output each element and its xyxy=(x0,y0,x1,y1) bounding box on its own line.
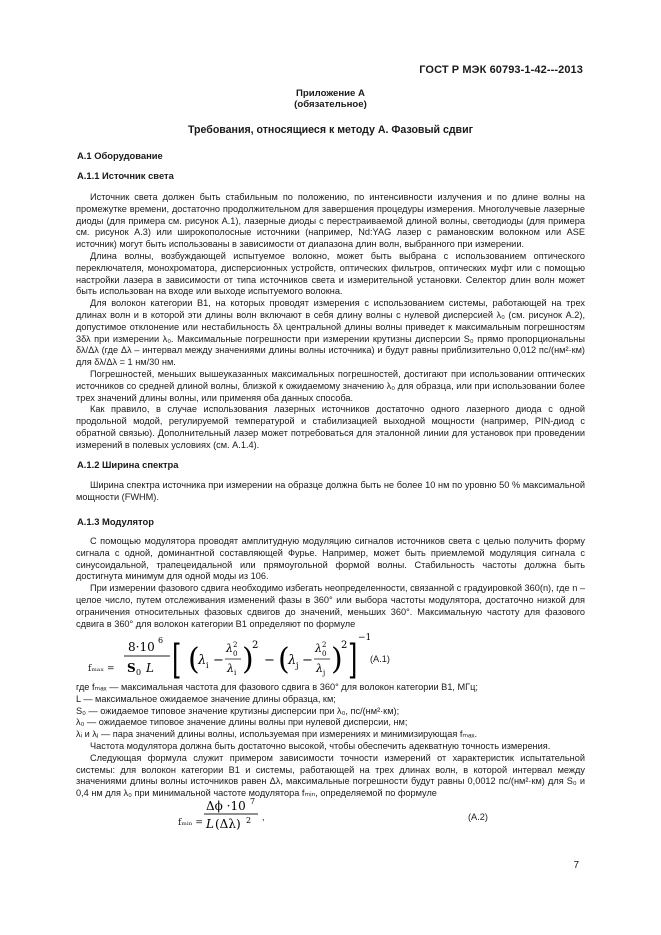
standard-header: ГОСТ Р МЭК 60793-1-42---2013 xyxy=(419,64,583,76)
paragraph: Длина волны, возбуждающей испытуемое волокно, может быть выбрана с использованием оптического переключателя, монохроматора, дисперсионных устройств, оптических фильтров, оптических муфт или с помощью настройки лазера в зависимости от типа источников света и измерительной установки. Селектор длин волн может быть использован на входе или выходе испытуемого волокна. xyxy=(76,250,585,297)
formula-a1 xyxy=(118,628,372,688)
svg-text:λ: λ xyxy=(227,662,234,675)
formula-a2-lhs: fₘᵢₙ = xyxy=(178,818,203,828)
text-block-a12 xyxy=(76,480,585,504)
text-block-a13 xyxy=(76,536,585,630)
paragraph: Частота модулятора должна быть достаточно высокой, чтобы обеспечить адекватную точность измерения. xyxy=(90,741,551,751)
paragraph: При измерении фазового сдвига необходимо избегать неопределенности, связанной с градуировкой 360(n), где n – целое число, путем отслеживания изменений фазы в 360° или выбора частоты модулятора, достаточно низкой для ограничения относительных фазовых сдвигов до значений, меньших 360°. Максимальную частоту для фазового сдвига в 360° для волокон категории В1 определяют по формуле xyxy=(76,583,585,629)
svg-text:(Δλ): (Δλ) xyxy=(215,817,241,831)
svg-text:0: 0 xyxy=(136,668,142,677)
paragraph: Ширина спектра источника при измерении на образце должна быть не более 10 нм по уровню 50 % максимальной мощности (FWHM). xyxy=(76,480,585,502)
svg-text:λ: λ xyxy=(315,642,322,655)
definition-item: λᵢ и λⱼ — пара значений длины волны, используемая при измерениях и минимизирующая fₘₐₓ. xyxy=(76,729,478,740)
svg-text:j: j xyxy=(323,669,326,677)
paragraph: Как правило, в случае использования лазерных источников достаточно одного лазерного диода с одной продольной модой, регулируемой температурой и стабилизацией выходной мощности (например, PIN-диод с обратной связью). Дополнительный лазер может потребоваться для эталонной линии для установок при проведении измерений в полевых условиях (см. А.1.4). xyxy=(76,404,585,450)
paragraph: С помощью модулятора проводят амплитудную модуляцию сигналов источников света с целью получить форму сигнала с одной, доминантной составляющей Фурье. Например, может быть приемлемой модуляция сигнала с синусоидальной, трапецеидальной или прямоугольной формой волны. Стабильность частоты должна быть достигнута минимум для одной моды из 106. xyxy=(76,536,585,582)
svg-text:8·10: 8·10 xyxy=(128,640,155,654)
text-block-a13-cont xyxy=(76,741,585,800)
svg-text:λ: λ xyxy=(226,642,233,655)
svg-text:λ: λ xyxy=(288,653,297,668)
svg-text:]: ] xyxy=(348,635,358,683)
main-title: Требования, относящиеся к методу А. Фазовый сдвиг xyxy=(187,124,473,136)
definition-item: L — максимальное ожидаемое значение длины образца, км; xyxy=(76,693,336,704)
svg-text:2: 2 xyxy=(341,640,348,651)
paragraph: Погрешностей, меньших вышеуказанных максимальных погрешностей, достигают при использовании оптических источников со средней длиной волны, близкой к ожидаемому значению λ₀ для образца, или при использовании более трех значений длины волны, или применяя оба данных способа. xyxy=(76,368,585,403)
svg-text:i: i xyxy=(234,669,237,677)
formula-a2-comma: , xyxy=(262,812,265,822)
text-block-a11 xyxy=(76,192,585,452)
svg-text:−: − xyxy=(302,653,313,668)
paragraph: Следующая формула служит примером зависимости точности измерений от характеристик испытательной системы: для волокон категории В1 и системы, работающей на трех длинах волн, в которой интервал между значениями длины волны источников равен Δλ, максимальные погрешности будут равны 0,0012 пс/(нм²·км) для S₀ и 0,4 нм для λ₀ при минимальной частоте модулятора fₘᵢₙ, определяемой по формуле xyxy=(76,752,585,799)
appendix-status: (обязательное) xyxy=(294,99,367,110)
svg-text:−1: −1 xyxy=(358,633,372,643)
svg-text:S: S xyxy=(127,661,136,675)
svg-text:i: i xyxy=(206,661,209,670)
svg-text:L: L xyxy=(206,817,214,831)
formula-a2 xyxy=(202,797,262,833)
svg-text:j: j xyxy=(296,661,299,670)
svg-text:−: − xyxy=(213,653,224,668)
section-heading-a12: А.1.2 Ширина спектра xyxy=(77,459,179,470)
formula-a1-number: (А.1) xyxy=(370,654,390,664)
formula-a1-lhs: fₘₐₓ = xyxy=(88,664,115,674)
svg-text:6: 6 xyxy=(158,636,164,645)
svg-text:λ: λ xyxy=(198,653,207,668)
svg-text:L: L xyxy=(146,661,154,675)
svg-text:−: − xyxy=(264,653,275,668)
section-heading-a1: А.1 Оборудование xyxy=(77,150,163,161)
svg-text:2: 2 xyxy=(252,640,259,651)
svg-text:2: 2 xyxy=(233,641,238,649)
svg-text:2: 2 xyxy=(246,816,252,825)
paragraph: Источник света должен быть стабильным по положению, по интенсивности излучения и по длине волны на промежутке времени, достаточно продолжительном для завершения процедуры измерения. Многолучевые лазерные диоды (для примера см. рисунок А.1), лазерные диоды с перестраиваемой длиной волны, светодиоды (для примера см. рисунок А.3) или широкополосные источники (например, Nd:YAG лазер с рамановским волокном или ASE источник) могут быть использованы в зависимости от диапазона длин волн, выбранного при измерении. xyxy=(76,192,585,250)
svg-text:λ: λ xyxy=(316,662,323,675)
svg-text:0: 0 xyxy=(233,650,238,658)
section-heading-a11: А.1.1 Источник света xyxy=(77,170,174,181)
appendix-title: Приложение А xyxy=(296,88,365,99)
paragraph: Для волокон категории В1, на которых проводят измерения с использованием системы, работающей на трех длинах волн и в которой эти длины волн включают в себя длину волны с нулевой дисперсией λ₀ (см. рисунок А.2), допустимое отклонение или нестабильность δλ центральной длины волны приведет к максимальным погрешностям 3δλ при измерении λ₀. Максимальные погрешности при измерении крутизны дисперсии S₀ прямо пропорциональны δλ/Δλ (где Δλ – интервал между значениями длины волны источника) и будут равны приблизительно 0,012 пс/(нм²·км) для δλ/Δλ = 1 нм/30 нм. xyxy=(76,298,585,368)
section-heading-a13: А.1.3 Модулятор xyxy=(77,516,154,527)
formula-a2-number: (А.2) xyxy=(468,812,488,822)
definition-item: λ₀ — ожидаемое типовое значение длины волны при нулевой дисперсии, нм; xyxy=(76,717,408,728)
svg-text:7: 7 xyxy=(250,797,256,806)
svg-text:2: 2 xyxy=(322,641,327,649)
svg-text:(: ( xyxy=(188,642,200,677)
page-number: 7 xyxy=(573,860,579,871)
svg-text:0: 0 xyxy=(322,650,327,658)
definitions-list xyxy=(76,682,585,741)
svg-text:[: [ xyxy=(172,635,182,683)
svg-text:Δϕ ·10: Δϕ ·10 xyxy=(206,799,246,813)
svg-text:): ) xyxy=(242,642,254,677)
svg-text:(: ( xyxy=(278,642,290,677)
definition-item: где fₘₐₓ — максимальная частота для фазового сдвига в 360° для волокон категории В1, МГц; xyxy=(76,682,478,692)
definition-item: S₀ — ожидаемое типовое значение крутизны дисперсии при λ₀, пс/(нм²·км); xyxy=(76,705,400,716)
svg-text:): ) xyxy=(331,642,343,677)
